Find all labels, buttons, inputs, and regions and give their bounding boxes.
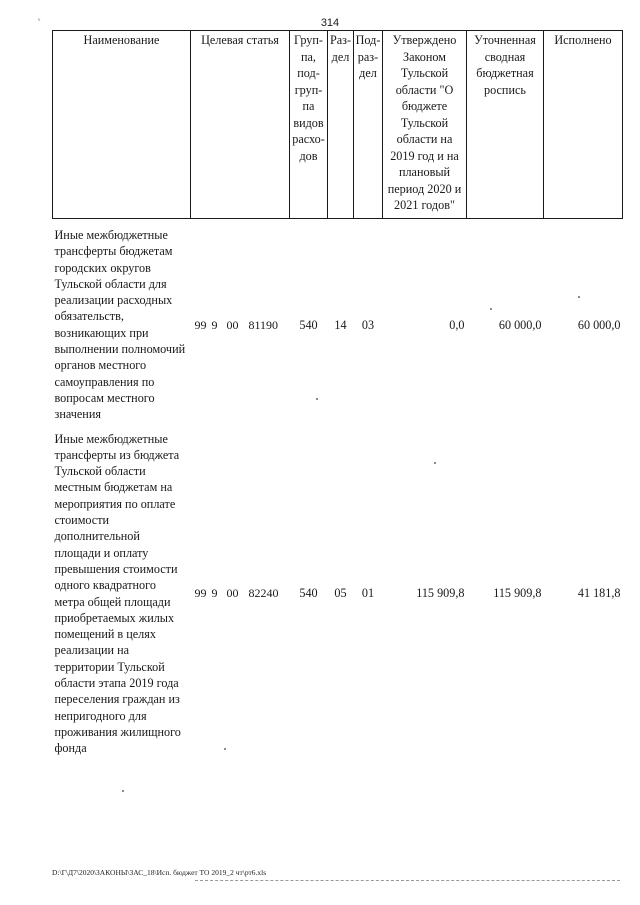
header-expense-group: Груп-па, под-груп-па видов расхо-дов [290, 31, 328, 219]
table-body [53, 219, 623, 757]
page-number: 314 [320, 17, 340, 29]
table-header [53, 31, 623, 219]
row-subsection: 03 [361, 317, 375, 332]
target-main-event: 00 [226, 586, 239, 601]
header-approved: Утверждено Законом Тульской области "О бюджете Тульской области на 2019 год и на плановый период 2020 и 2021 годов" [383, 31, 467, 219]
row-approved: 0,0 [449, 317, 465, 332]
target-main-event: 00 [226, 317, 239, 332]
footer-file-path: D:\Г\Д7\2020\ЗАКОНЫ\ЗАС_18\Исп. бюджет ТО 2019_2 чт\рт6.xls [52, 868, 267, 877]
target-subprogram: 9 [211, 317, 218, 332]
table-row [53, 219, 623, 431]
scan-speck [434, 462, 436, 464]
row-refined: 60 000,0 [498, 317, 542, 332]
row-name: Иные межбюджетные трансферты из бюджета Тульской области местным бюджетам на мероприятия по оплате стоимости дополнительной площади и оплату превышения стоимости одного квадратного метра общей площади приобретаемых жилых помещений в целях реализации на территории Тульской области этапа 2019 года переселения граждан из непригодного для проживания жилищного фонда [54, 431, 181, 756]
row-executed: 60 000,0 [577, 317, 621, 332]
row-section: 05 [334, 586, 347, 601]
row-expense-group: 540 [299, 317, 318, 332]
row-section: 14 [334, 317, 347, 332]
row-subsection: 01 [361, 586, 375, 601]
header-row [53, 31, 623, 219]
row-target-article [191, 431, 290, 757]
target-code: 82240 [248, 586, 279, 601]
row-name: Иные межбюджетные трансферты бюджетам городских округов Тульской области для реализации расходных обязательств, возникающих при выполнении полномочий органов местного самоуправления по вопросам местного значения [54, 227, 186, 422]
target-program: 99 [194, 586, 207, 601]
row-executed: 41 181,8 [577, 586, 621, 601]
table-row [53, 431, 623, 757]
scan-speck [122, 790, 124, 792]
row-approved: 115 909,8 [416, 586, 465, 601]
row-refined: 115 909,8 [493, 586, 542, 601]
corner-mark: ᵛ [38, 16, 41, 25]
row-target-article [191, 219, 290, 431]
scan-speck [490, 308, 492, 310]
header-target-article: Целевая статья [191, 31, 290, 219]
header-executed: Исполнено [544, 31, 623, 219]
target-code: 81190 [248, 317, 279, 332]
header-name: Наименование [53, 31, 191, 219]
scan-speck [224, 748, 226, 750]
target-program: 99 [194, 317, 207, 332]
row-expense-group: 540 [299, 586, 318, 601]
scan-speck [316, 398, 318, 400]
header-section: Раз-дел [328, 31, 354, 219]
header-refined: Уточненная сводная бюджетная роспись [467, 31, 544, 219]
scan-speck [578, 296, 580, 298]
footer-rule [195, 880, 620, 881]
budget-table [52, 30, 623, 757]
header-subsection: Под-раз-дел [354, 31, 383, 219]
target-subprogram: 9 [211, 586, 218, 601]
budget-table-container [52, 30, 622, 757]
